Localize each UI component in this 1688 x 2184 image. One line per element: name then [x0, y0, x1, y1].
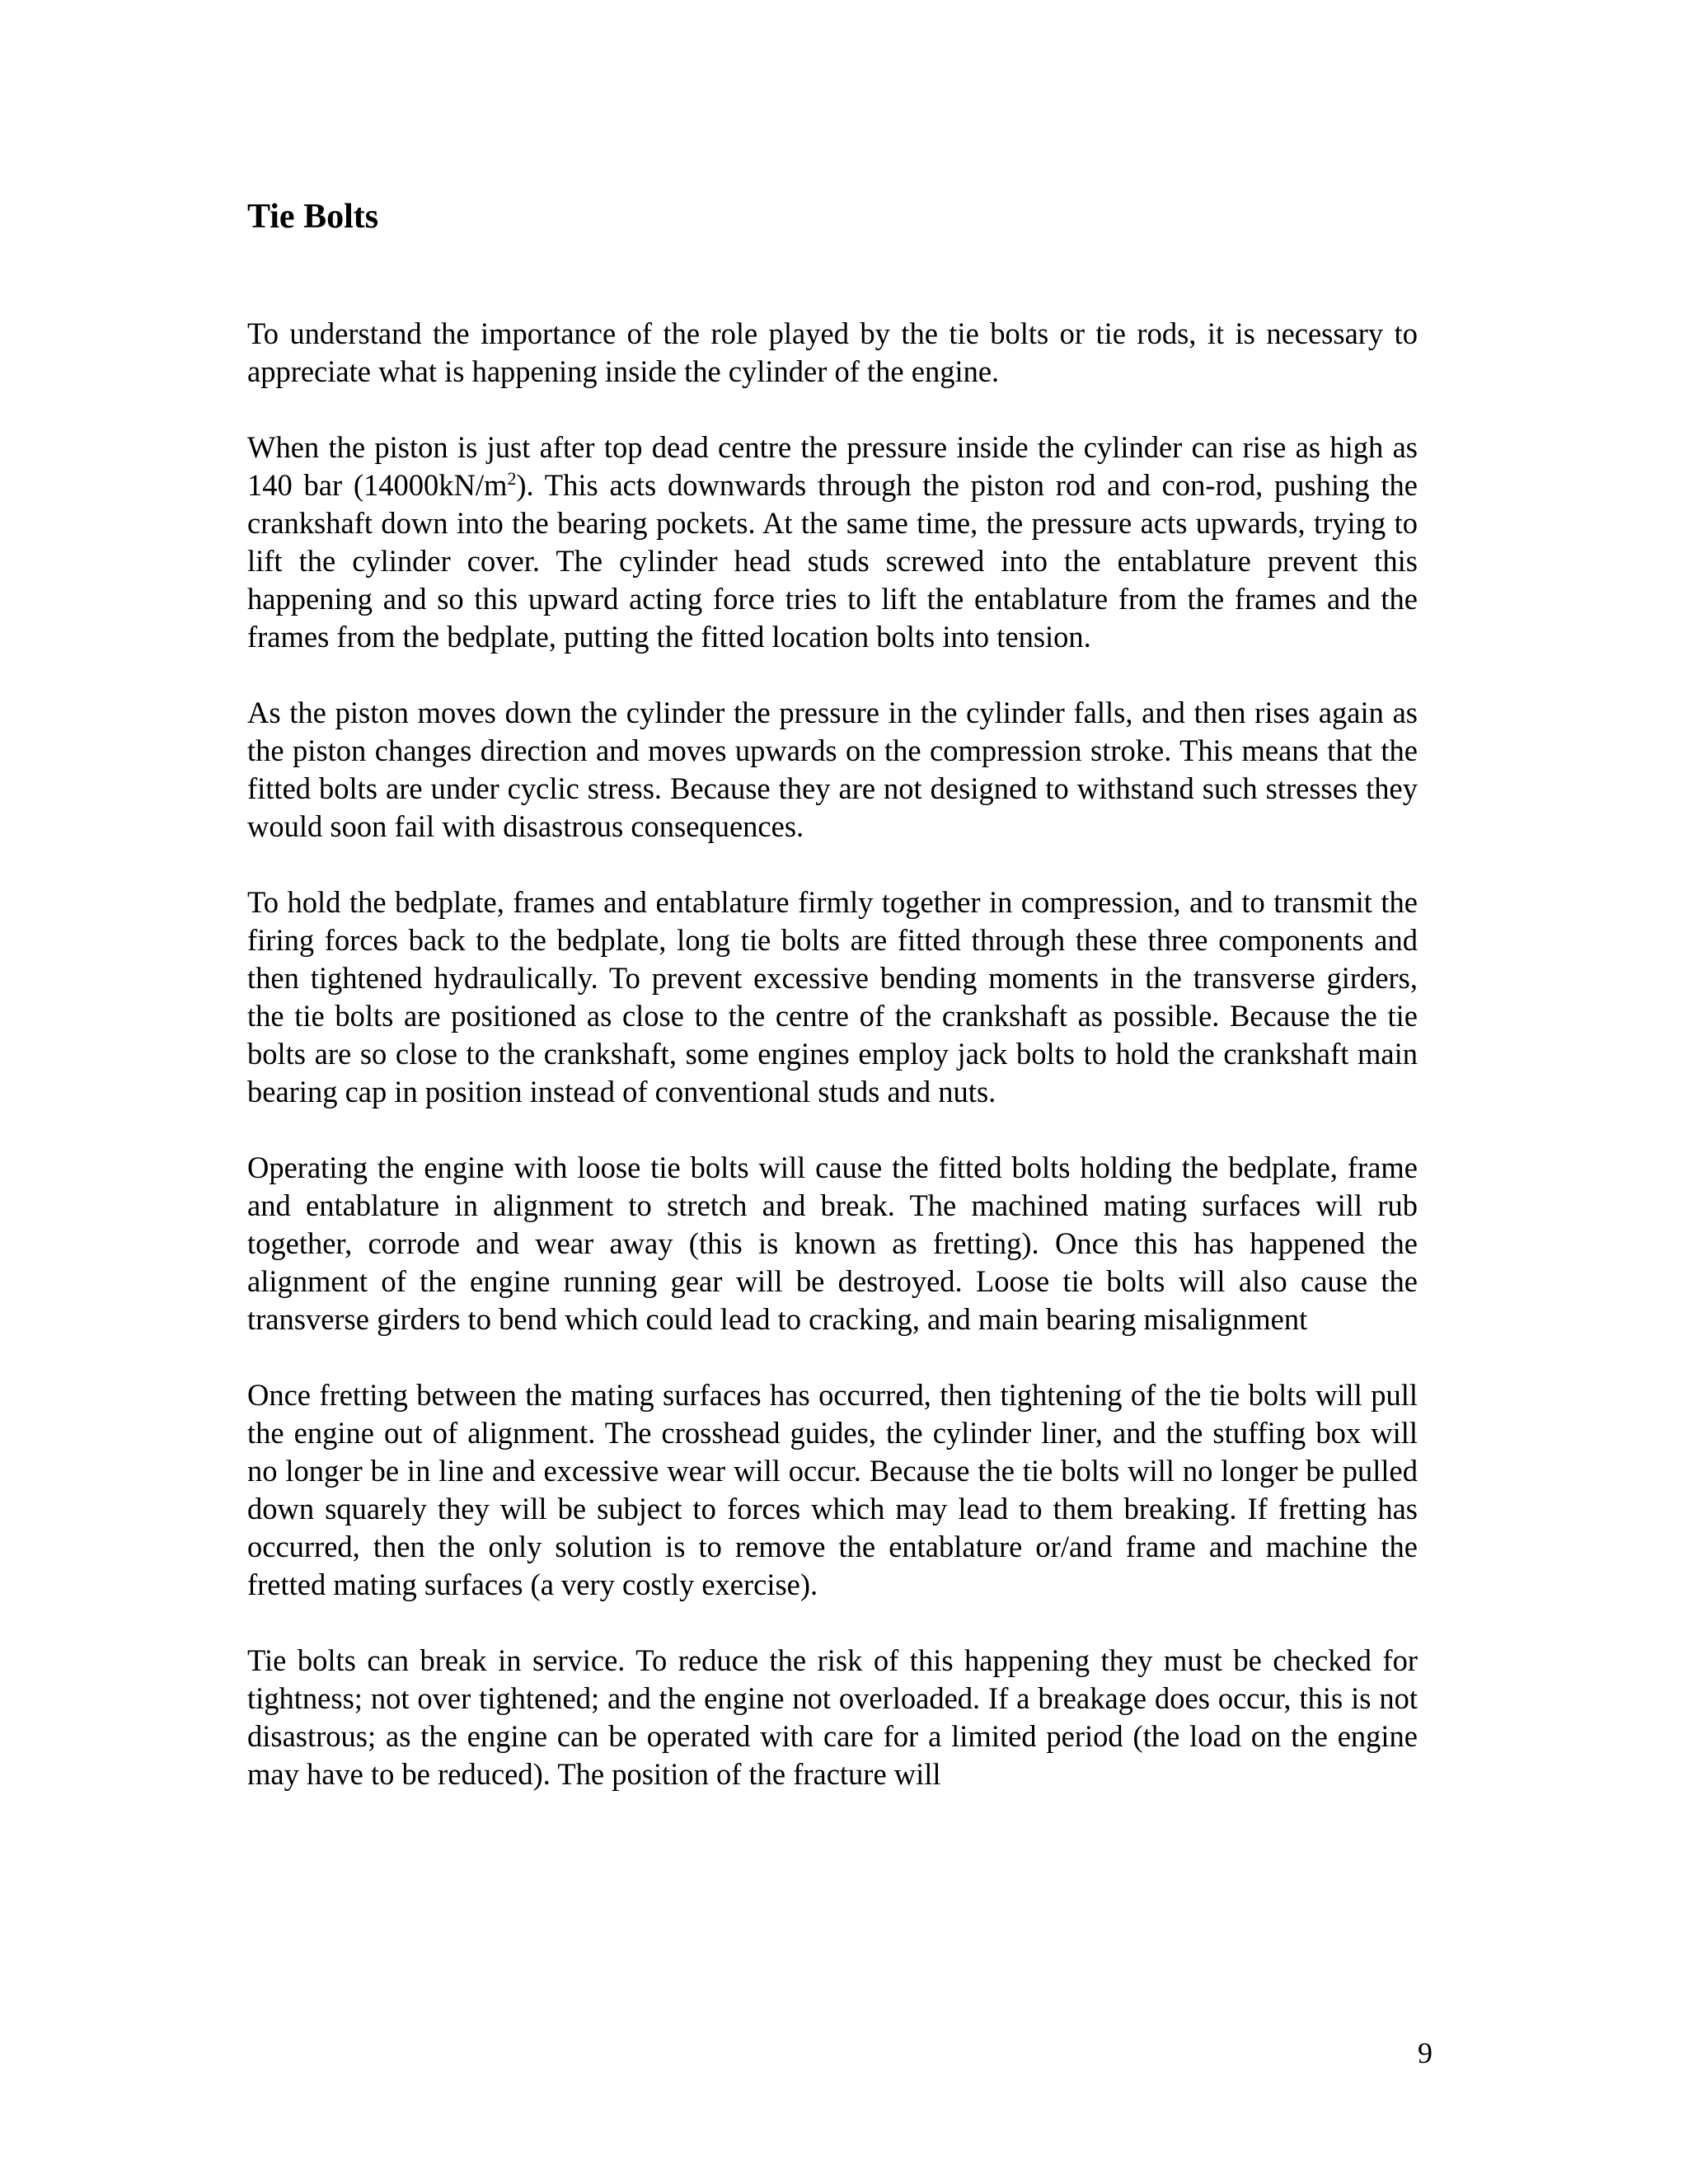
section-heading: Tie Bolts	[247, 198, 379, 236]
page-number: 9	[1418, 2036, 1432, 2069]
paragraph-6: Once fretting between the mating surfaces has occurred, then tightening of the tie bolts will pull the engine out of alignment. The crosshead guides, the cylinder liner, and the stuffing box will no longer be in line and excessive wear will occur. Because the tie bolts will no longer be pulled down squarely they will be subject to forces which may lead to them breaking. If fretting has occurred, then the only solution is to remove the entablature or/and frame and machine the fretted mating surfaces (a very costly exercise).	[247, 1378, 1418, 1601]
paragraph-2-text-start: When the piston is just after top dead centre the pressure inside the cylinder can rise as high as 140 bar (14000kN/m	[247, 430, 1418, 502]
paragraph-3: As the piston moves down the cylinder the pressure in the cylinder falls, and then rises again as the piston changes direction and moves upwards on the compression stroke. This means that the fitted bolts are under cyclic stress. Because they are not designed to withstand such stresses they would soon fail with disastrous consequences.	[247, 696, 1418, 843]
paragraph-7: Tie bolts can break in service. To reduce the risk of this happening they must be checked for tightness; not over tightened; and the engine not overloaded. If a breakage does occur, this is not disastrous; as the engine can be operated with care for a limited period (the load on the engine may have to be reduced). The position of the fracture will	[247, 1643, 1418, 1791]
paragraph-4: To hold the bedplate, frames and entablature firmly together in compression, and to transmit the firing forces back to the bedplate, long tie bolts are fitted through these three components and then tightened hydraulically. To prevent excessive bending moments in the transverse girders, the tie bolts are positioned as close to the centre of the crankshaft as possible. Because the tie bolts are so close to the crankshaft, some engines employ jack bolts to hold the crankshaft main bearing cap in position instead of conventional studs and nuts.	[247, 885, 1418, 1108]
paragraph-2	[247, 429, 1418, 656]
body-text	[247, 315, 1418, 1831]
paragraph-2-text-end: ). This acts downwards through the piston rod and con-rod, pushing the crankshaft down into the bearing pockets. At the same time, the pressure acts upwards, trying to lift the cylinder cover. The cylinder head studs screwed into the entablature prevent this happening and so this upward acting force tries to lift the entablature from the frames and the frames from the bedplate, putting the fitted location bolts into tension.	[247, 468, 1418, 654]
paragraph-1: To understand the importance of the role played by the tie bolts or tie rods, it is necessary to appreciate what is happening inside the cylinder of the engine.	[247, 316, 1418, 388]
superscript-2: 2	[507, 467, 517, 489]
paragraph-5: Operating the engine with loose tie bolts will cause the fitted bolts holding the bedplate, frame and entablature in alignment to stretch and break. The machined mating surfaces will rub together, corrode and wear away (this is known as fretting). Once this has happened the alignment of the engine running gear will be destroyed. Loose tie bolts will also cause the transverse girders to bend which could lead to cracking, and main bearing misalignment	[247, 1151, 1418, 1336]
